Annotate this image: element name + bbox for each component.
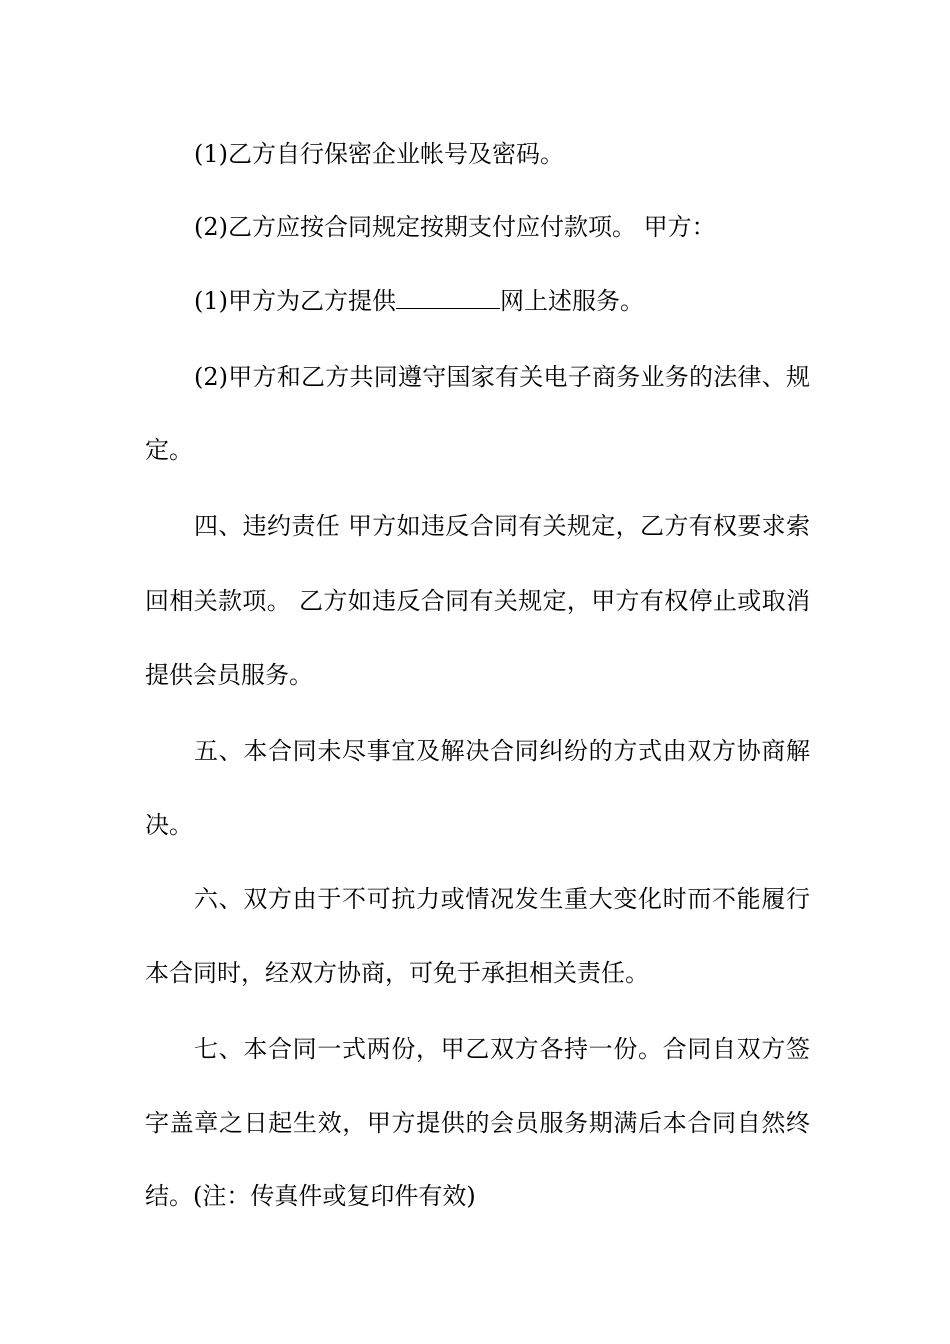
text-line: 本合同时，经双方协商，可免于承担相关责任。 <box>145 959 649 987</box>
text-line: 提供会员服务。 <box>145 661 313 689</box>
text-line: 决。 <box>145 811 193 839</box>
fill-in-blank <box>396 286 500 309</box>
text-line: (2)甲方和乙方共同遵守国家有关电子商务业务的法律、规 <box>194 363 810 391</box>
text-line-with-blank <box>194 286 810 316</box>
text-line: 结。(注：传真件或复印件有效) <box>145 1182 476 1210</box>
text-line: 六、双方由于不可抗力或情况发生重大变化时而不能履行 <box>194 885 810 913</box>
text-line: 五、本合同未尽事宜及解决合同纠纷的方式由双方协商解 <box>194 737 810 765</box>
text-line: 四、违约责任 甲方如违反合同有关规定，乙方有权要求索 <box>194 512 810 540</box>
text-segment: 网上述服务。 <box>500 287 644 315</box>
text-line: (2)乙方应按合同规定按期支付应付款项。 甲方： <box>194 213 716 241</box>
text-line: 七、本合同一式两份，甲乙双方各持一份。合同自双方签 <box>194 1035 810 1063</box>
text-line: (1)乙方自行保密企业帐号及密码。 <box>194 140 564 168</box>
text-line: 字盖章之日起生效，甲方提供的会员服务期满后本合同自然终 <box>145 1109 810 1137</box>
text-line: 定。 <box>145 436 193 464</box>
text-line: 回相关款项。 乙方如违反合同有关规定，甲方有权停止或取消 <box>145 587 810 615</box>
text-segment: (1)甲方为乙方提供 <box>194 287 396 315</box>
